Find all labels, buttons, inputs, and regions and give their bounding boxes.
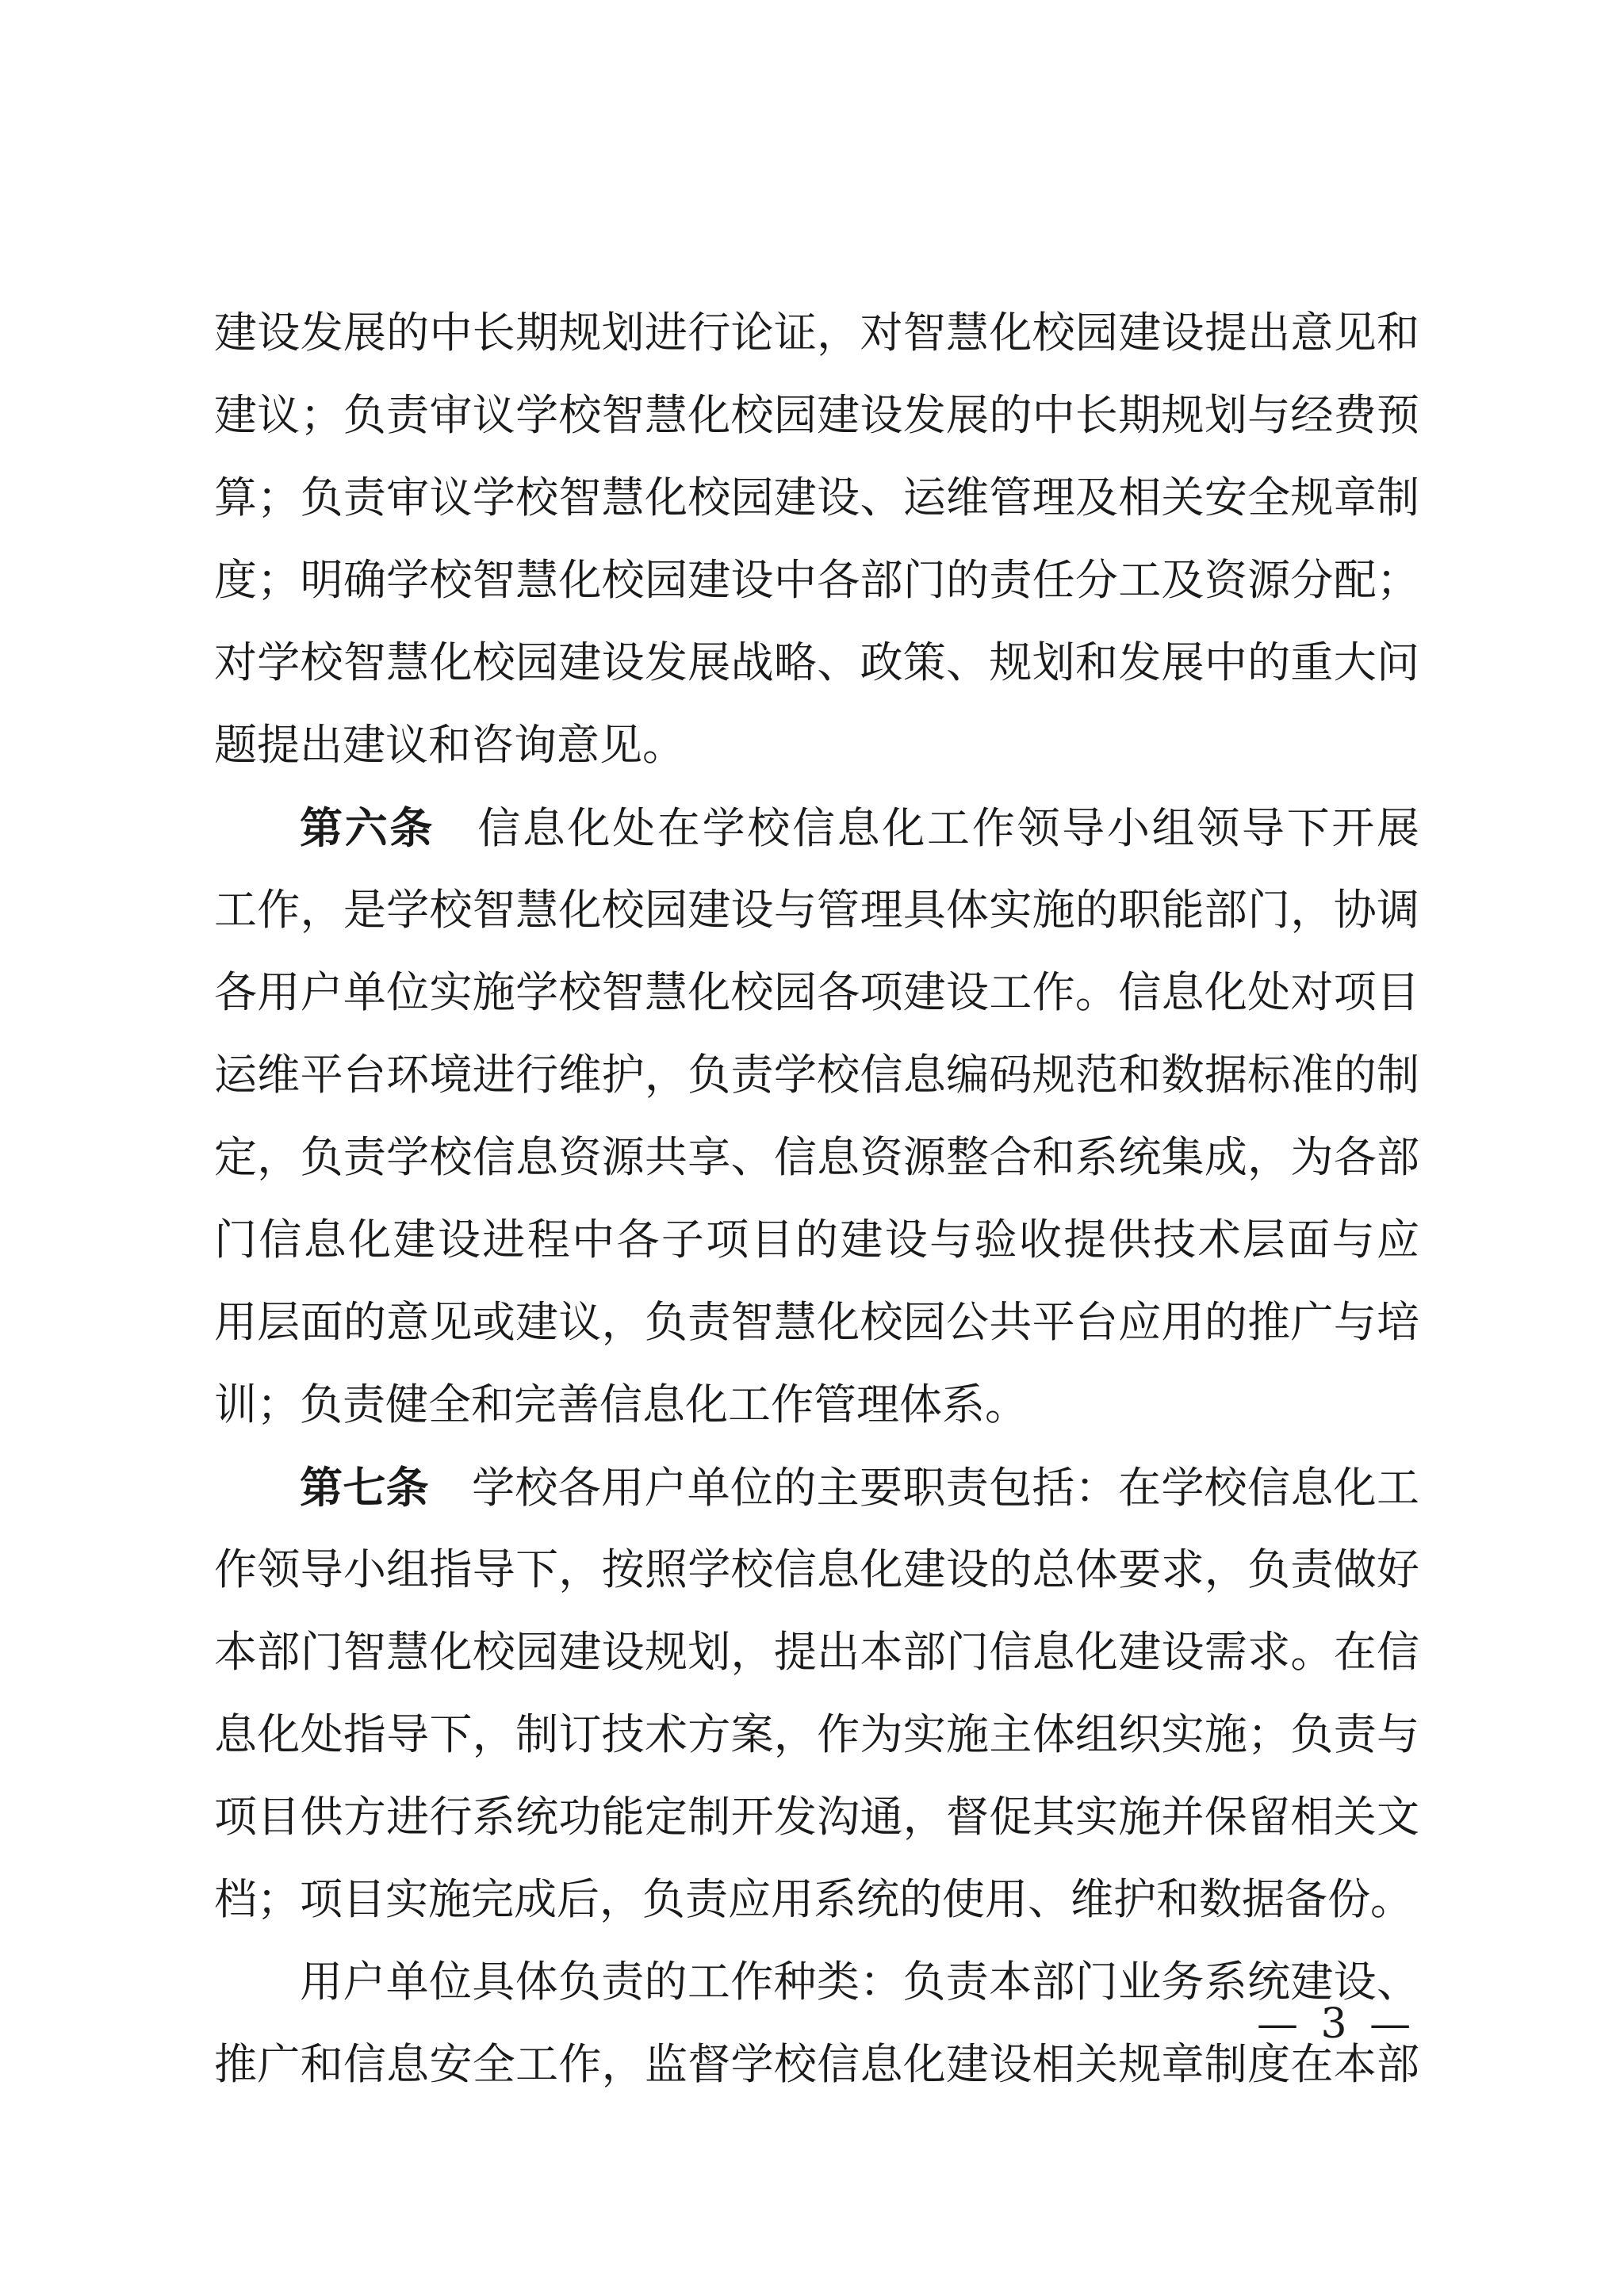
article-seven	[214, 1446, 1419, 1941]
article-first-line-text: 信息化处在学校信息化工作领导小组领导下开展	[477, 803, 1420, 853]
article-number: 第七条	[300, 1462, 429, 1513]
text-line: 工作，是学校智慧化校园建设与管理具体实施的职能部门，协调	[214, 885, 1419, 935]
text-line: 本部门智慧化校园建设规划，提出本部门信息化建设需求。在信	[214, 1627, 1419, 1677]
document-body	[214, 292, 1419, 2106]
text-line: 用层面的意见或建议，负责智慧化校园公共平台应用的推广与培	[214, 1297, 1419, 1347]
article-first-line-text: 学校各用户单位的主要职责包括：在学校信息化工	[472, 1463, 1419, 1513]
text-line: 门信息化建设进程中各子项目的建设与验收提供技术层面与应	[214, 1215, 1419, 1265]
page-number: — 3 —	[1257, 2000, 1416, 2048]
text-line: 运维平台环境进行维护，负责学校信息编码规范和数据标准的制	[214, 1050, 1419, 1100]
article-six	[214, 786, 1419, 1446]
text-line: 档；项目实施完成后，负责应用系统的使用、维护和数据备份。	[214, 1874, 1413, 1924]
article-first-line	[214, 786, 1419, 869]
text-line: 各用户单位实施学校智慧化校园各项建设工作。信息化处对项目	[214, 967, 1419, 1017]
text-line: 对学校智慧化校园建设发展战略、政策、规划和发展中的重大问	[214, 637, 1419, 687]
text-line: 度；明确学校智慧化校园建设中各部门的责任分工及资源分配；	[214, 555, 1419, 605]
text-line: 建设发展的中长期规划进行论证，对智慧化校园建设提出意见和	[214, 308, 1419, 358]
text-line: 推广和信息安全工作，监督学校信息化建设相关规章制度在本部	[214, 2039, 1419, 2089]
paragraph-user-unit	[214, 1941, 1419, 2106]
paragraph-continuation	[214, 292, 1419, 786]
text-line: 项目供方进行系统功能定制开发沟通，督促其实施并保留相关文	[214, 1792, 1419, 1842]
text-line: 息化处指导下，制订技术方案，作为实施主体组织实施；负责与	[214, 1709, 1419, 1759]
article-number: 第六条	[300, 802, 435, 853]
text-line: 用户单位具体负责的工作种类：负责本部门业务系统建设、	[300, 1957, 1419, 2007]
text-line: 建议；负责审议学校智慧化校园建设发展的中长期规划与经费预	[214, 390, 1419, 440]
text-line: 训；负责健全和完善信息化工作管理体系。	[214, 1380, 1028, 1429]
text-line: 算；负责审议学校智慧化校园建设、运维管理及相关安全规章制	[214, 473, 1419, 522]
article-first-line	[214, 1446, 1419, 1529]
text-line: 定，负责学校信息资源共享、信息资源整合和系统集成，为各部	[214, 1132, 1419, 1182]
text-line: 题提出建议和咨询意见。	[214, 720, 685, 770]
text-line: 作领导小组指导下，按照学校信息化建设的总体要求，负责做好	[214, 1544, 1419, 1594]
